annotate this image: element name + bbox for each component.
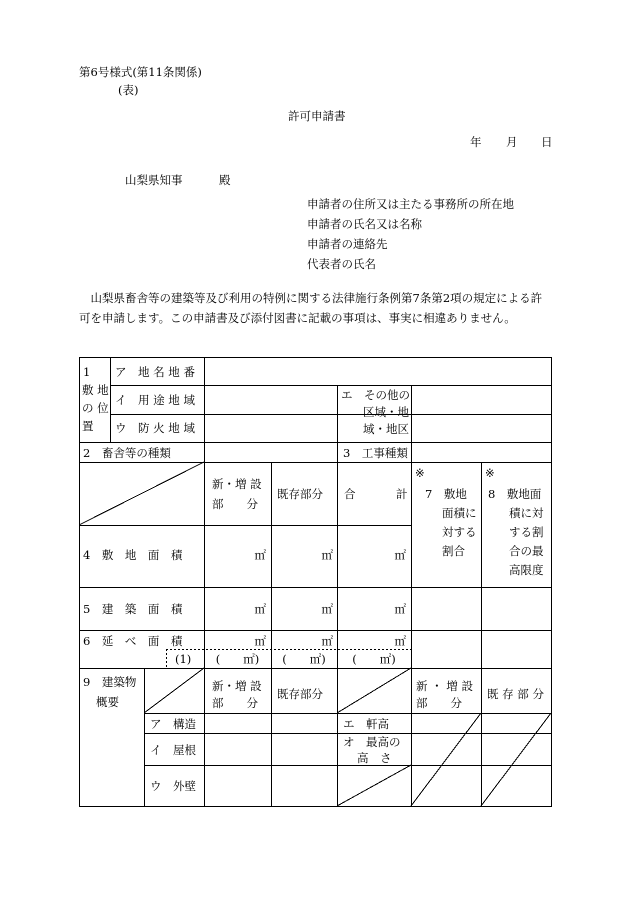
col8-line-1: 8 敷地面 [488,487,542,501]
building-overview-label-1: 9 建築物 [83,675,137,689]
row1-label-2: の 位 [82,401,109,415]
applicant-name-label: 申請者の氏名又は名称 [307,217,422,231]
header-existing: 既存部分 [277,487,323,501]
row1-label-3: 置 [82,419,94,433]
mark-7: ※ [415,466,425,480]
col8-line-3: する割 [509,525,544,539]
col8-line-4: 合の最 [509,544,544,558]
r9-header-new2-2: 部 分 [416,696,462,710]
header-total-b: 計 [396,487,408,501]
max-height-label-2: 高 さ [357,751,392,765]
date-year: 年 [470,135,482,149]
header-new-1: 新・増 設 [212,477,262,491]
r9-header-existing2: 既 存 部 分 [487,687,544,701]
site-area-label: 4 敷 地 面 積 [83,548,183,562]
representative-name-label: 代表者の氏名 [307,257,376,271]
row1-label-1: 敷 地 [82,383,109,397]
col7-line-4: 割合 [442,544,465,558]
mark-8: ※ [485,466,495,480]
col8-line-5: 高限度 [509,563,544,577]
col7-line-3: 対する [442,525,477,539]
other-zone-label-1: エ その他の [341,388,410,402]
max-height-label-1: オ 最高の [343,735,401,749]
declaration-text: 山梨県畜舎等の建築等及び利用の特例に関する法律施行条例第7条第2項の規定による許可を申請します。この申請書及び添付図書に記載の事項は、事実に相違ありません。 [79,291,543,325]
site-area-total-unit: ㎡ [394,548,406,562]
col7-line-1: 7 敷地 [425,487,467,501]
addressee: 山梨県知事 [125,173,183,187]
building-overview-label-2: 概要 [96,695,119,709]
site-area-existing-unit: ㎡ [321,548,333,562]
outer-wall-label: ウ 外壁 [150,779,196,793]
form-number: 第6号様式(第11条関係) [79,65,202,79]
building-area-label: 5 建 築 面 積 [83,602,183,616]
sub-row-number: (1) [175,652,192,666]
eaves-height-label: エ 軒高 [343,717,389,731]
r9-header-new2-1: 新 ・ 増 設 [416,679,473,693]
building-area-existing-unit: ㎡ [321,602,333,616]
r9-header-existing: 既存部分 [277,687,323,701]
roof-label: イ 屋根 [150,743,196,757]
fire-district-label: ウ 防 火 地 域 [115,421,195,435]
building-area-total-unit: ㎡ [394,602,406,616]
col7-line-2: 面積に [442,506,477,520]
livestock-type-label: 2 畜舎等の種類 [83,446,171,460]
form-side: (表) [118,83,139,97]
col8-line-2: 積に対 [509,506,544,520]
lot-number-label: ア 地 名 地 番 [115,365,195,379]
floor-area-existing-unit: ㎡ [321,634,333,648]
sub-existing-unit: ( ㎡) [282,652,326,666]
header-new-2: 部 分 [212,497,258,511]
floor-area-label: 6 延 べ 面 積 [83,634,183,648]
floor-area-new-unit: ㎡ [254,634,266,648]
structure-label: ア 構造 [150,717,196,731]
site-area-new-unit: ㎡ [254,548,266,562]
date-day: 日 [541,135,553,149]
r9-header-new-1: 新・増 設 [212,679,262,693]
row1-number: 1 [83,365,91,379]
applicant-address-label: 申請者の住所又は主たる事務所の所在地 [307,197,514,211]
date-month: 月 [506,135,518,149]
page-title: 許可申請書 [288,109,346,123]
sub-new-unit: ( ㎡) [215,652,260,666]
building-area-new-unit: ㎡ [254,602,266,616]
r9-header-new-2: 部 分 [212,696,258,710]
sub-total-unit: ( ㎡) [352,652,396,666]
header-total-a: 合 [344,487,356,501]
other-zone-label-2: 区域・地 [363,405,409,419]
other-zone-label-3: 域・地区 [363,422,409,436]
applicant-contact-label: 申請者の連絡先 [307,237,388,251]
work-type-label: 3 工事種類 [343,446,408,460]
honorific: 殿 [219,173,231,187]
floor-area-total-unit: ㎡ [394,634,406,648]
use-district-label: イ 用 途 地 域 [115,393,195,407]
